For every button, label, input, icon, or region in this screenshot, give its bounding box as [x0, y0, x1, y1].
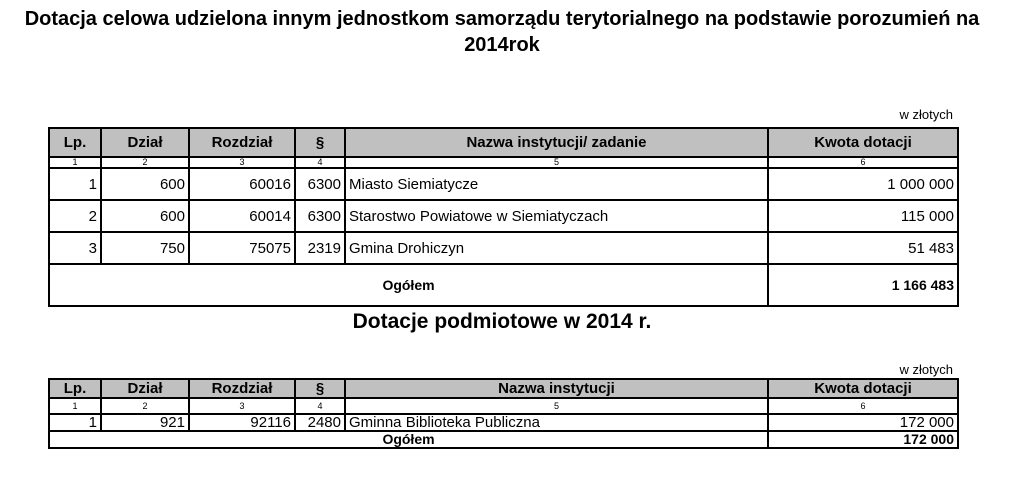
col-number: 6	[768, 157, 958, 168]
targeted-grants-table	[48, 127, 959, 307]
header-dzial: Dział	[101, 128, 189, 157]
table-row	[49, 414, 958, 431]
header-rozdzial: Rozdział	[189, 128, 295, 157]
total-row	[49, 431, 958, 448]
cell-lp: 1	[49, 414, 101, 431]
cell-paragraph: 6300	[295, 200, 345, 232]
header-row	[49, 379, 958, 398]
header-lp: Lp.	[49, 128, 101, 157]
total-value: 1 166 483	[768, 264, 958, 306]
cell-dzial: 600	[101, 200, 189, 232]
cell-amount: 1 000 000	[768, 168, 958, 200]
col-number: 3	[189, 398, 295, 414]
cell-dzial: 750	[101, 232, 189, 264]
cell-dzial: 600	[101, 168, 189, 200]
cell-lp: 3	[49, 232, 101, 264]
cell-paragraph: 2480	[295, 414, 345, 431]
cell-name: Gminna Biblioteka Publiczna	[345, 414, 768, 431]
header-rozdzial: Rozdział	[189, 379, 295, 398]
header-paragraph: §	[295, 128, 345, 157]
cell-amount: 172 000	[768, 414, 958, 431]
table-row	[49, 232, 958, 264]
cell-paragraph: 2319	[295, 232, 345, 264]
cell-paragraph: 6300	[295, 168, 345, 200]
header-amount: Kwota dotacji	[768, 379, 958, 398]
col-number: 3	[189, 157, 295, 168]
cell-name: Gmina Drohiczyn	[345, 232, 768, 264]
col-number: 4	[295, 398, 345, 414]
cell-dzial: 921	[101, 414, 189, 431]
total-label: Ogółem	[49, 264, 768, 306]
col-number: 2	[101, 157, 189, 168]
header-amount: Kwota dotacji	[768, 128, 958, 157]
cell-rozdzial: 92116	[189, 414, 295, 431]
column-number-row	[49, 398, 958, 414]
col-number: 2	[101, 398, 189, 414]
col-number: 1	[49, 157, 101, 168]
column-number-row	[49, 157, 958, 168]
subject-grants-table	[48, 378, 959, 449]
cell-rozdzial: 60014	[189, 200, 295, 232]
cell-lp: 2	[49, 200, 101, 232]
total-row	[49, 264, 958, 306]
col-number: 6	[768, 398, 958, 414]
col-number: 5	[345, 398, 768, 414]
header-row	[49, 128, 958, 157]
cell-amount: 115 000	[768, 200, 958, 232]
unit-label-2: w złotych	[899, 362, 953, 377]
cell-amount: 51 483	[768, 232, 958, 264]
unit-label-1: w złotych	[899, 107, 953, 122]
table-row	[49, 200, 958, 232]
section-title: Dotacje podmiotowe w 2014 r.	[352, 310, 652, 333]
col-number: 1	[49, 398, 101, 414]
header-name: Nazwa instytucji	[345, 379, 768, 398]
cell-name: Starostwo Powiatowe w Siemiatyczach	[345, 200, 768, 232]
col-number: 5	[345, 157, 768, 168]
page-title: Dotacja celowa udzielona innym jednostkom samorządu terytorialnego na podstawie porozumień na 2014rok	[24, 8, 980, 56]
header-lp: Lp.	[49, 379, 101, 398]
cell-name: Miasto Siemiatycze	[345, 168, 768, 200]
total-value: 172 000	[768, 431, 958, 448]
cell-rozdzial: 60016	[189, 168, 295, 200]
header-name: Nazwa instytucji/ zadanie	[345, 128, 768, 157]
total-label: Ogółem	[49, 431, 768, 448]
cell-rozdzial: 75075	[189, 232, 295, 264]
cell-lp: 1	[49, 168, 101, 200]
header-dzial: Dział	[101, 379, 189, 398]
header-paragraph: §	[295, 379, 345, 398]
table-row	[49, 168, 958, 200]
col-number: 4	[295, 157, 345, 168]
